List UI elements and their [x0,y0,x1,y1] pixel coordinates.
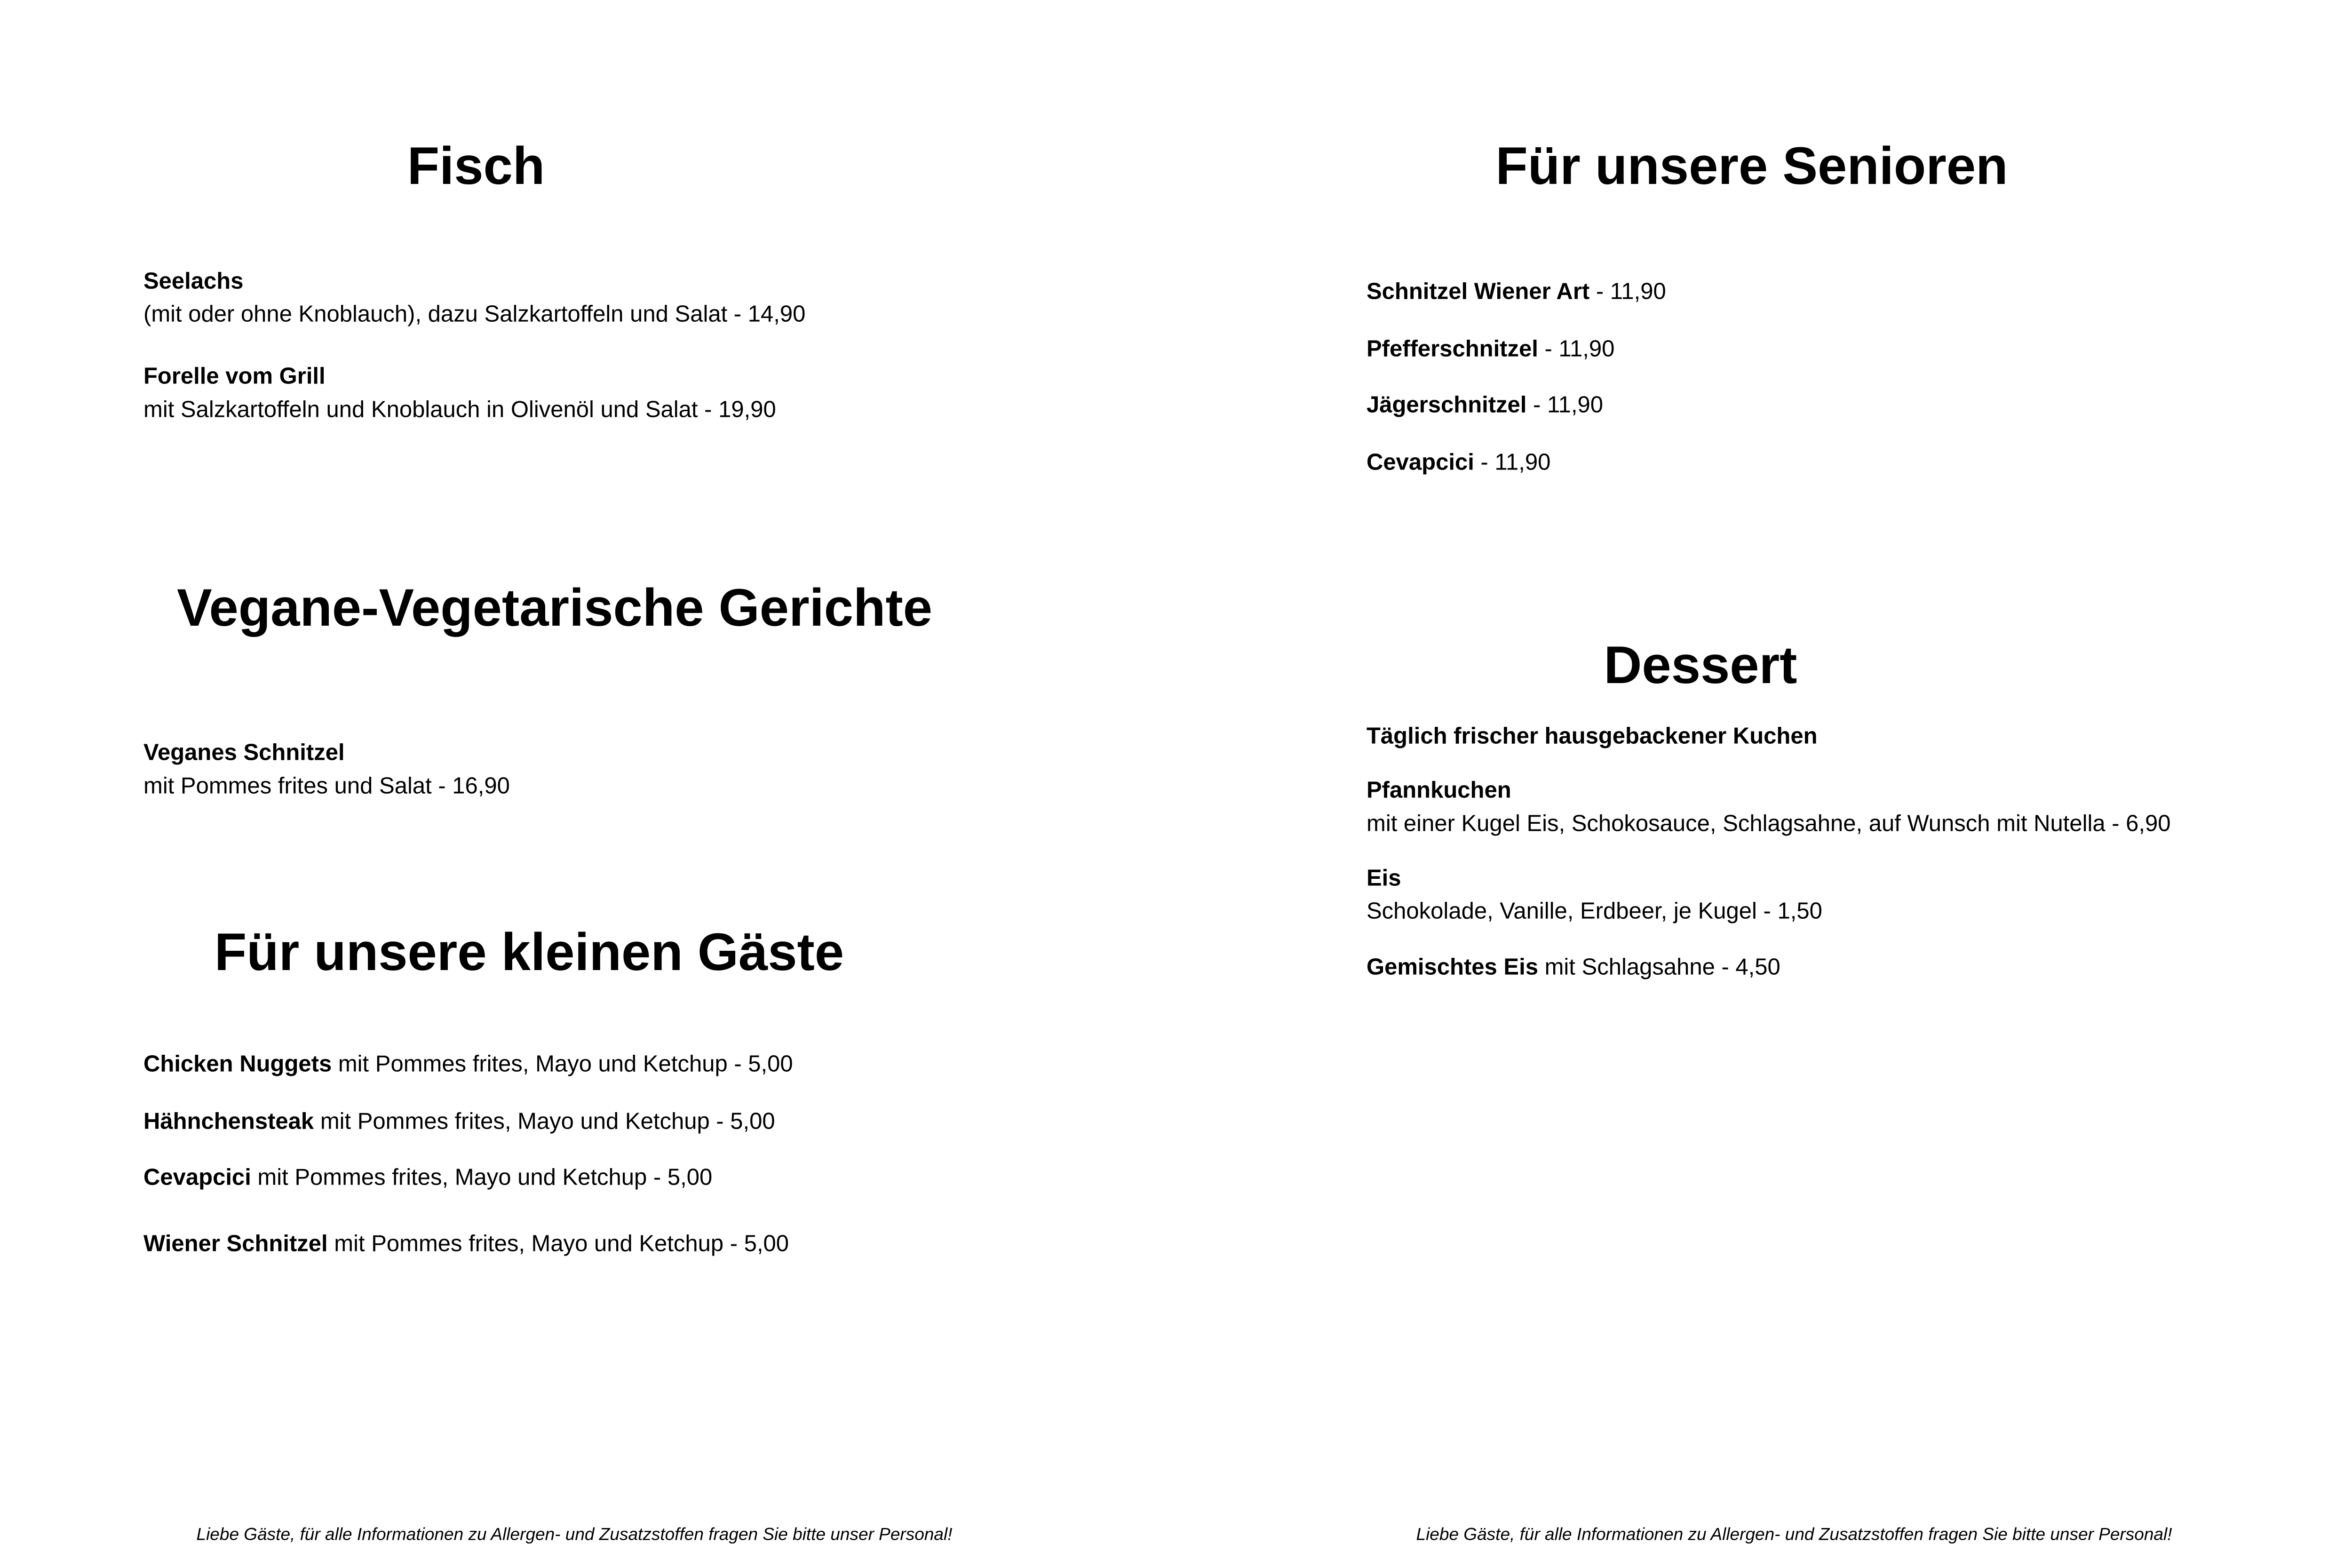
menu-item-desc: mit Pommes frites, Mayo und Ketchup - 5,00 [332,1051,793,1077]
menu-item [1367,956,1780,979]
menu-item-name: Chicken Nuggets [143,1051,332,1077]
menu-item [143,1166,712,1189]
section-title-vegan: Vegane-Vegetarische Gerichte [176,578,933,637]
menu-item-desc: - 11,90 [1526,392,1603,418]
menu-item-name: Veganes Schnitzel [143,740,345,765]
menu-item-name: Hähnchensteak [143,1108,314,1134]
section-title-kinder: Für unsere kleinen Gäste [214,923,844,981]
menu-item-desc: mit einer Kugel Eis, Schokosauce, Schlagsahne, auf Wunsch mit Nutella - 6,90 [1367,811,2171,836]
menu-item-name: Gemischtes Eis [1367,954,1538,980]
menu-item [1367,338,1614,361]
menu-item-name: Seelachs [143,268,244,294]
menu-item [143,1053,793,1076]
menu-item [1367,280,1666,303]
section-title-senioren: Für unsere Senioren [1495,136,2008,195]
menu-item-desc: Schokolade, Vanille, Erdbeer, je Kugel - 1,50 [1367,898,1822,924]
menu-item-name: Jägerschnitzel [1367,392,1527,418]
allergen-footer: Liebe Gäste, für alle Informationen zu Allergen- und Zusatzstoffen fragen Sie bitte unser Personal! [196,1524,953,1544]
menu-item-desc: mit Pommes frites, Mayo und Ketchup - 5,00 [314,1108,775,1134]
section-title-fisch: Fisch [407,136,545,195]
menu-item [1367,451,1550,474]
menu-item-name: Cevapcici [1367,449,1474,475]
menu-item-desc: - 11,90 [1474,449,1551,475]
menu-item-desc: mit Pommes frites und Salat - 16,90 [143,773,510,799]
menu-item-name: Forelle vom Grill [143,363,326,389]
menu-item-name: Cevapcici [143,1164,251,1190]
allergen-footer: Liebe Gäste, für alle Informationen zu Allergen- und Zusatzstoffen fragen Sie bitte unser Personal! [1416,1524,2172,1544]
menu-item-name: Täglich frischer hausgebackener Kuchen [1367,723,1818,749]
menu-item-desc: mit Schlagsahne - 4,50 [1538,954,1780,980]
menu-item-name: Pfannkuchen [1367,777,1511,803]
menu-item [143,1110,775,1133]
menu-item-name: Wiener Schnitzel [143,1231,328,1257]
menu-item-desc: mit Salzkartoffeln und Knoblauch in Olivenöl und Salat - 19,90 [143,397,776,422]
menu-item-name: Eis [1367,865,1401,891]
menu-item [143,1233,789,1256]
menu-item [1367,394,1603,417]
menu-item-name: Pfefferschnitzel [1367,336,1538,362]
menu-item-desc: mit Pommes frites, Mayo und Ketchup - 5,00 [327,1231,789,1257]
menu-item-name: Schnitzel Wiener Art [1367,279,1590,304]
section-title-dessert: Dessert [1604,636,1797,694]
menu-item-desc: - 11,90 [1538,336,1615,362]
menu-item-desc: - 11,90 [1589,279,1666,304]
menu-item-desc: mit Pommes frites, Mayo und Ketchup - 5,00 [251,1164,713,1190]
menu-item-desc: (mit oder ohne Knoblauch), dazu Salzkartoffeln und Salat - 14,90 [143,301,806,327]
